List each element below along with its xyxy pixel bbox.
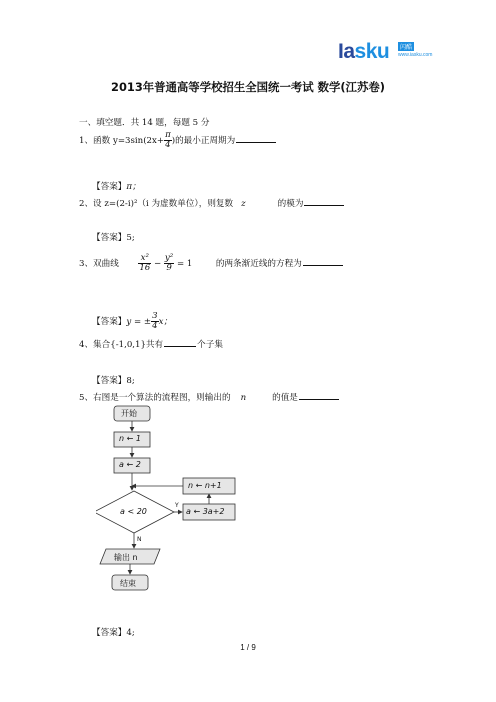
q5-var: n — [240, 393, 247, 403]
q1-answer-label: 【答案】 — [92, 182, 127, 192]
q1-suffix: )的最小正周期为 — [171, 136, 236, 147]
q4-suffix: 个子集 — [197, 340, 223, 350]
q3-ans-post: x； — [158, 317, 173, 328]
question-2 — [79, 196, 344, 209]
fc-no-label: N — [137, 536, 142, 543]
q1-fraction — [164, 131, 172, 150]
fc-start-label: 开始 — [121, 409, 137, 418]
q5-answer-blank — [299, 390, 339, 400]
fc-condition-label: a < 20 — [120, 507, 147, 516]
q3-ans-pre: y = ± — [126, 317, 152, 328]
logo-url: www.iasku.com — [398, 52, 433, 58]
flowchart-graphic — [96, 402, 246, 592]
q3-answer-label: 【答案】 — [92, 317, 127, 328]
fc-init-n-label: n ← 1 — [119, 434, 141, 443]
q2-suffix: 的模为 — [277, 199, 304, 209]
q3-ans-fraction — [151, 312, 158, 331]
q4-answer-value: 8; — [126, 376, 135, 386]
q5-prefix: 5、右图是一个算法的流程图，则输出的 — [79, 393, 231, 403]
fc-inc-n-label: n ← n+1 — [188, 481, 222, 490]
q2-answer-label: 【答案】 — [92, 233, 127, 243]
q1-prefix: 1、函数 y=3sin(2x+ — [79, 136, 165, 147]
q3-answer — [92, 312, 172, 331]
q4-answer-blank — [164, 337, 196, 347]
q5-answer-value: 4; — [126, 628, 135, 638]
site-logo[interactable] — [338, 40, 433, 64]
section-heading: 一、填空题．共 14 题，每题 5 分 — [79, 118, 210, 128]
q3-fraction-x — [138, 254, 151, 273]
q5-answer-label: 【答案】 — [92, 628, 127, 638]
logo-text-b: sku — [354, 40, 390, 63]
q3-suffix: 的两条渐近线的方程为 — [215, 259, 302, 270]
q2-answer-blank — [304, 196, 344, 206]
q5-suffix: 的值是 — [272, 393, 298, 403]
q3-prefix: 3、双曲线 — [79, 259, 119, 270]
q3-minus: − — [153, 259, 162, 270]
algorithm-flowchart — [96, 402, 246, 592]
q3-ans-num: 3 — [152, 311, 158, 321]
q3-f1-den: 16 — [139, 263, 151, 274]
q4-answer — [92, 374, 135, 386]
fc-init-a-label: a ← 2 — [119, 460, 141, 469]
q3-f2-num: y² — [164, 253, 174, 263]
q3-fraction-y — [164, 254, 174, 273]
q5-answer — [92, 626, 135, 638]
q3-equals: = 1 — [176, 259, 193, 270]
q2-prefix: 2、设 z=(2-i)²（i 为虚数单位），则复数 — [79, 199, 234, 209]
q3-ans-den: 4 — [152, 321, 158, 332]
q1-answer-blank — [236, 133, 276, 143]
logo-text-a: Ia — [338, 40, 355, 63]
q1-frac-num: π — [165, 130, 171, 140]
q4-prefix: 4、集合{-1,0,1}共有 — [79, 340, 164, 350]
page-number: 1 / 9 — [240, 643, 256, 652]
fc-end-label: 结束 — [120, 579, 136, 588]
q1-frac-den: 4 — [165, 140, 171, 151]
q3-f2-den: 9 — [166, 263, 172, 274]
q1-answer-value: π； — [126, 182, 141, 192]
q2-answer — [92, 231, 135, 243]
q4-answer-label: 【答案】 — [92, 376, 127, 386]
fc-update-a-label: a ← 3a+2 — [186, 507, 225, 516]
question-3 — [79, 254, 343, 273]
document-title: 2013年普通高等学校招生全国统一考试 数学(江苏卷) — [111, 80, 385, 94]
fc-yes-label: Y — [175, 502, 179, 509]
q2-var: z — [241, 199, 246, 209]
question-4 — [79, 337, 223, 350]
fc-output-label: 输出 n — [114, 553, 138, 562]
q1-answer — [92, 180, 141, 192]
logo-tag: 闪酷 — [400, 44, 413, 51]
q3-f1-num: x² — [138, 254, 151, 264]
q3-answer-blank — [303, 256, 343, 266]
q2-answer-value: 5; — [126, 233, 135, 243]
question-1 — [79, 131, 276, 150]
